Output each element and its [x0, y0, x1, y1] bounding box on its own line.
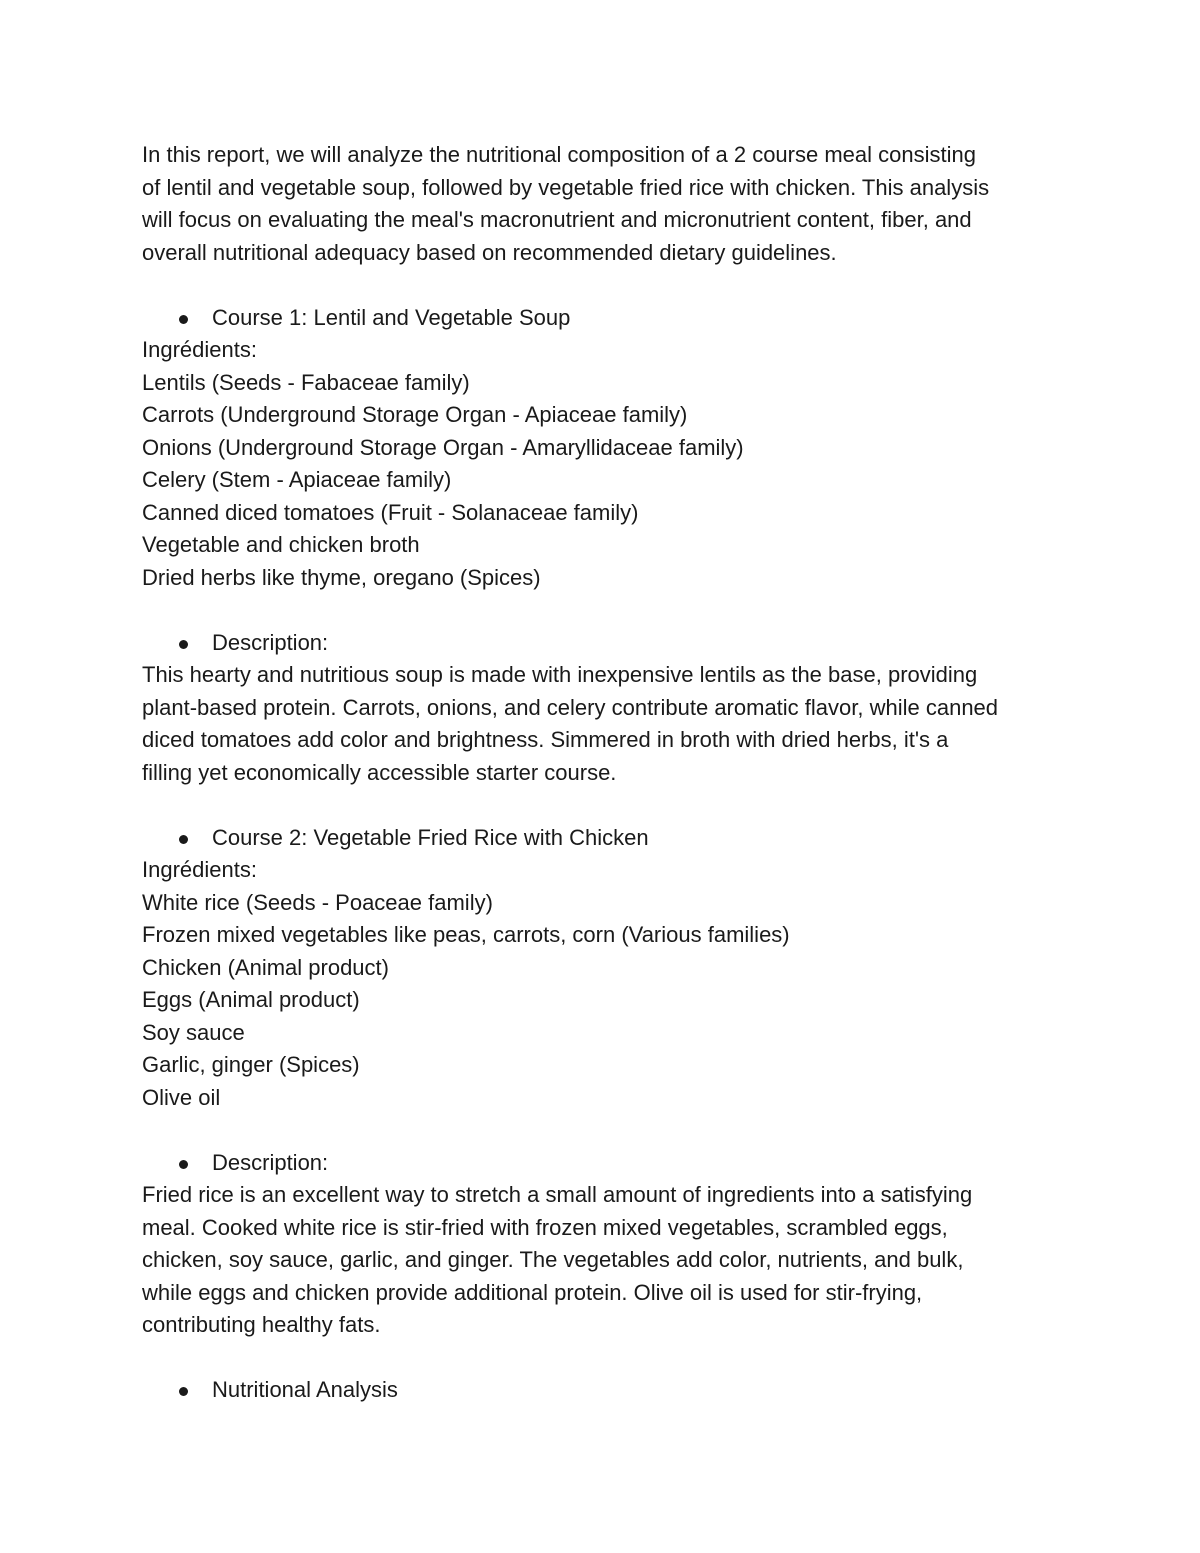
- course1-ingredients-list: [142, 367, 1072, 595]
- bullet-icon: [179, 1160, 188, 1169]
- ingredient-item: Frozen mixed vegetables like peas, carrots, corn (Various families): [142, 922, 790, 947]
- description-line: filling yet economically accessible starter course.: [142, 759, 617, 785]
- course2-heading: Course 2: Vegetable Fried Rice with Chicken: [212, 824, 649, 850]
- description-line: while eggs and chicken provide additional protein. Olive oil is used for stir-frying,: [142, 1279, 923, 1305]
- course2-heading-item: [142, 822, 1072, 855]
- course1-description: [142, 659, 1072, 789]
- bullet-icon: [179, 835, 188, 844]
- description-line: chicken, soy sauce, garlic, and ginger. The vegetables add color, nutrients, and bulk,: [142, 1247, 964, 1272]
- ingredient-item: Canned diced tomatoes (Fruit - Solanaceae family): [142, 499, 639, 525]
- description-line: meal. Cooked white rice is stir-fried with frozen mixed vegetables, scrambled eggs,: [142, 1214, 948, 1240]
- analysis-heading-item: [142, 1374, 1072, 1407]
- intro-paragraph: [142, 139, 1072, 269]
- description-line: contributing healthy fats.: [142, 1312, 381, 1337]
- bullet-icon: [179, 1387, 188, 1396]
- ingredient-item: Garlic, ginger (Spices): [142, 1052, 360, 1077]
- ingredient-item: Lentils (Seeds - Fabaceae family): [142, 369, 470, 395]
- bullet-icon: [179, 315, 188, 324]
- ingredient-item: Chicken (Animal product): [142, 954, 389, 980]
- intro-line: will focus on evaluating the meal's macronutrient and micronutrient content, fiber, and: [142, 207, 972, 232]
- course1-ingredients-label: Ingrédients:: [142, 337, 257, 362]
- course2-ingredients-list: [142, 887, 1072, 1115]
- ingredient-item: Soy sauce: [142, 1019, 245, 1045]
- intro-line: of lentil and vegetable soup, followed by vegetable fried rice with chicken. This analysis: [142, 174, 990, 200]
- course1-description-heading: Description:: [212, 629, 329, 655]
- course2-description-heading-item: [142, 1147, 1072, 1180]
- ingredient-item: Eggs (Animal product): [142, 987, 360, 1012]
- course2-ingredients-label: Ingrédients:: [142, 857, 257, 882]
- ingredient-item: Olive oil: [142, 1084, 221, 1110]
- bullet-icon: [179, 640, 188, 649]
- ingredient-item: White rice (Seeds - Poaceae family): [142, 889, 493, 915]
- document-page: [142, 139, 1072, 1407]
- description-line: diced tomatoes add color and brightness. Simmered in broth with dried herbs, it's a: [142, 727, 949, 752]
- course2-description-heading: Description:: [212, 1149, 329, 1175]
- course1-heading: Course 1: Lentil and Vegetable Soup: [212, 304, 571, 330]
- ingredient-item: Celery (Stem - Apiaceae family): [142, 467, 452, 492]
- ingredient-item: Dried herbs like thyme, oregano (Spices): [142, 564, 541, 590]
- ingredient-item: Vegetable and chicken broth: [142, 532, 420, 557]
- description-line: Fried rice is an excellent way to stretch a small amount of ingredients into a satisfying: [142, 1182, 973, 1207]
- course1-description-heading-item: [142, 627, 1072, 660]
- intro-line: In this report, we will analyze the nutritional composition of a 2 course meal consisting: [142, 142, 976, 167]
- intro-line: overall nutritional adequacy based on recommended dietary guidelines.: [142, 239, 837, 265]
- description-line: This hearty and nutritious soup is made with inexpensive lentils as the base, providing: [142, 662, 978, 687]
- ingredient-item: Carrots (Underground Storage Organ - Apiaceae family): [142, 402, 688, 427]
- course1-heading-item: [142, 302, 1072, 335]
- description-line: plant-based protein. Carrots, onions, and celery contribute aromatic flavor, while canned: [142, 694, 999, 720]
- ingredient-item: Onions (Underground Storage Organ - Amaryllidaceae family): [142, 434, 744, 460]
- course2-description: [142, 1179, 1072, 1342]
- analysis-heading: Nutritional Analysis: [212, 1377, 398, 1402]
